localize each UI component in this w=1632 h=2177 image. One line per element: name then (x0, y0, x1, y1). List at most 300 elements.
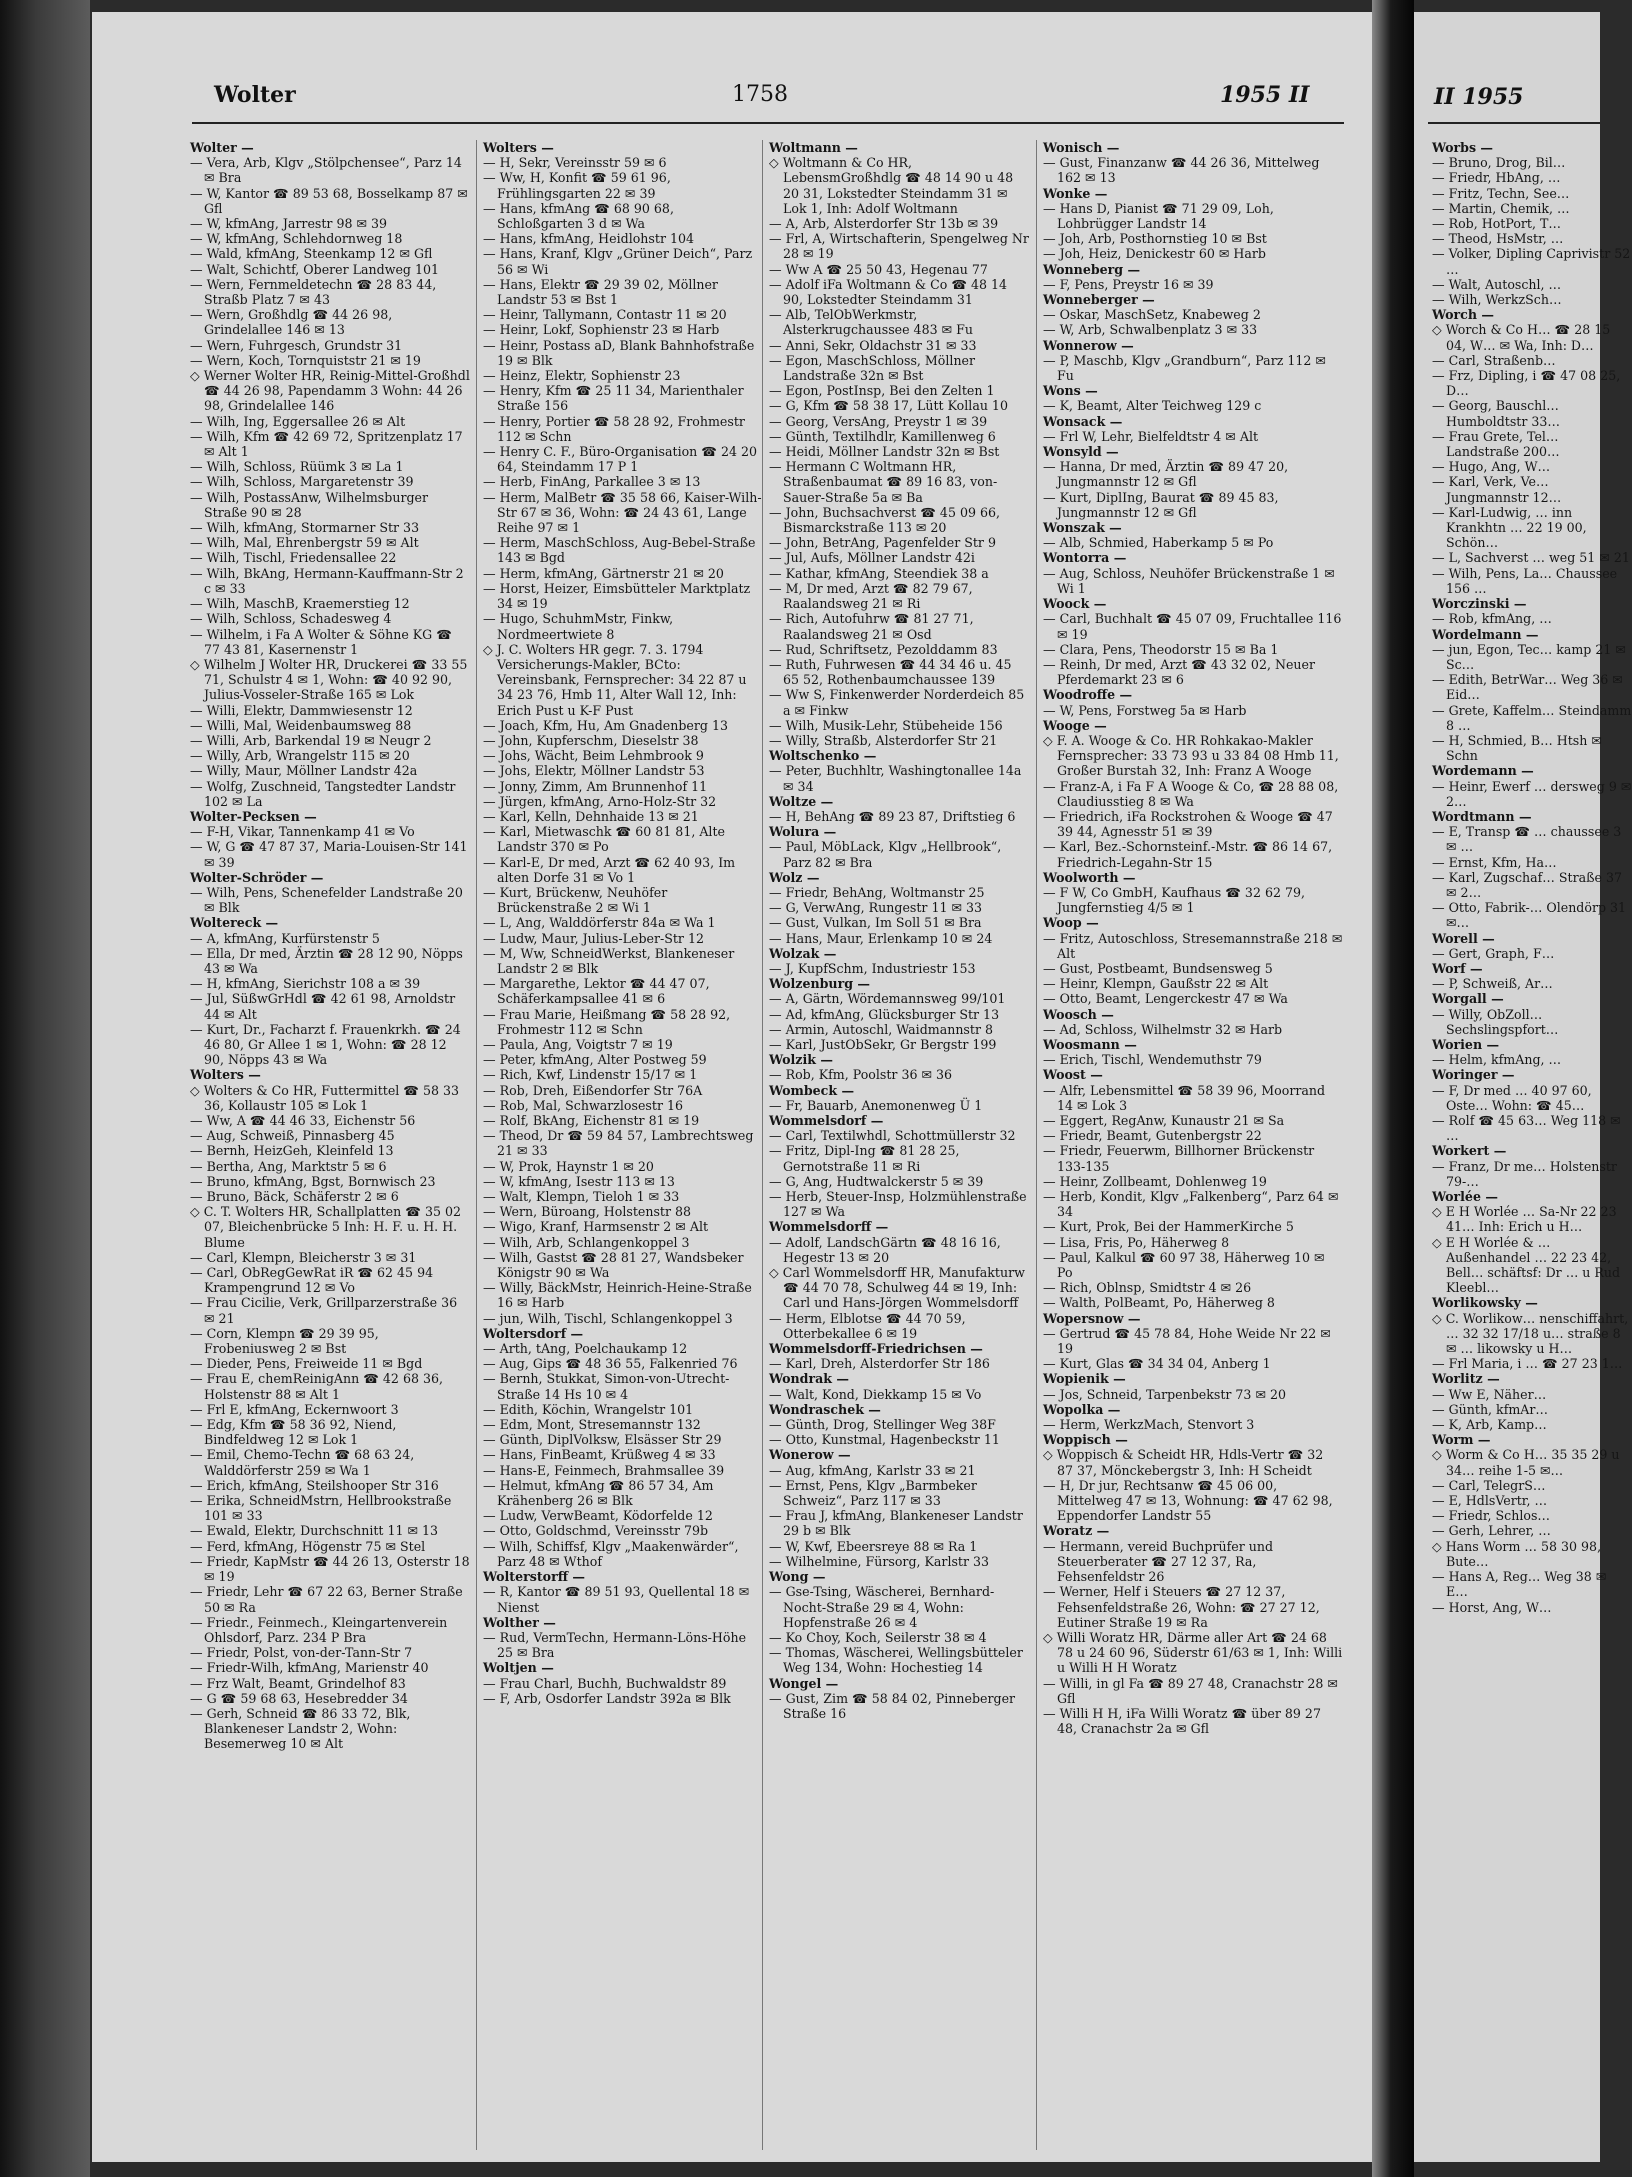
directory-entry: — Frz, Dipling, i ☎ 47 08 25, D… (1432, 368, 1621, 399)
directory-entry: — Edith, Köchin, Wrangelstr 101 (483, 1401, 694, 1417)
directory-entry: — Edm, Mont, Stresemannstr 132 (483, 1417, 701, 1433)
directory-entry: — Herm, MalBetr ☎ 35 58 66, Kaiser-Wilh-Str 67 ✉ 36, Wohn: ☎ 24 43 61, Lange Reihe 97 ✉ 1 (483, 489, 762, 536)
directory-entry: — Wilh, Ing, Eggersallee 26 ✉ Alt (190, 413, 406, 429)
directory-entry: — Günth, DiplVolksw, Elsässer Str 29 (483, 1432, 722, 1448)
directory-entry: ◇ F. A. Wooge & Co. HR Rohkakao-Makler Fernsprecher: 33 73 93 u 33 84 08 Hmb 11, Großer Burstah 32, Inh: Franz A Wooge (1043, 732, 1339, 779)
directory-entry: — Karl, Verk, Ve… Jungmannstr 12… (1432, 474, 1562, 505)
surname-heading: Wolz — (769, 869, 820, 885)
directory-entry: — Kurt, Brückenw, Neuhöfer Brückenstraße 2 ✉ Wi 1 (483, 884, 668, 916)
directory-entry: — Friedr, KapMstr ☎ 44 26 13, Osterstr 18 ✉ 19 (190, 1553, 470, 1585)
right-page (1414, 12, 1632, 2162)
surname-heading: Wong — (769, 1569, 826, 1585)
directory-entry: — Johs, Wächt, Beim Lehmbrook 9 (483, 748, 704, 764)
directory-entry: — Heinr, Lokf, Sophienstr 23 ✉ Harb (483, 322, 720, 338)
directory-entry: — Günth, kfmAr… (1432, 1401, 1549, 1417)
directory-entry: — Aug, Schloss, Neuhöfer Brückenstraße 1 ✉ Wi 1 (1043, 565, 1335, 596)
surname-heading: Wonke — (1043, 185, 1108, 201)
directory-entry: — Hugo, Ang, W… (1432, 459, 1551, 475)
surname-heading: Wongel — (769, 1675, 839, 1691)
directory-entry: — Carl, TelegrS… (1432, 1477, 1546, 1493)
directory-entry: — Anni, Sekr, Oldachstr 31 ✉ 33 (769, 337, 977, 353)
directory-entry: — Joh, Arb, Posthornstieg 10 ✉ Bst (1043, 231, 1267, 247)
surname-heading: Wonisch — (1043, 140, 1120, 155)
directory-entry: — W, kfmAng, Schlehdornweg 18 (190, 231, 403, 247)
directory-entry: ◇ E H Worlée … Sa-Nr 22 23 41… Inh: Erich u H… (1432, 1204, 1617, 1235)
surname-heading: Woratz — (1043, 1523, 1110, 1539)
directory-entry: — Ludw, Maur, Julius-Leber-Str 12 (483, 930, 704, 946)
directory-entry: — Frl E, kfmAng, Eckernwoort 3 (190, 1401, 399, 1417)
directory-entry: — Alb, TelObWerkmstr, Alsterkrugchaussee 483 ✉ Fu (769, 307, 974, 338)
directory-entry: — Friedrich, iFa Rockstrohen & Wooge ☎ 47 39 44, Agnesstr 51 ✉ 39 (1043, 808, 1333, 840)
directory-entry: — Grete, Kaffelm… Steindamm 8 … (1432, 702, 1632, 733)
directory-entry: — L, Sachverst … weg 51 ✉ 21 (1432, 550, 1630, 566)
directory-entry: — W, kfmAng, Jarrestr 98 ✉ 39 (190, 216, 388, 232)
directory-entry: — A, kfmAng, Kurfürstenstr 5 (190, 930, 380, 946)
directory-entry: — Peter, kfmAng, Alter Postweg 59 (483, 1052, 707, 1068)
surname-heading: Woltereck — (190, 915, 279, 931)
directory-entry: — Corn, Klempn ☎ 29 39 95, Frobeniusweg 2 ✉ Bst (190, 1325, 379, 1357)
directory-entry: — jun, Wilh, Tischl, Schlangenkoppel 3 (483, 1310, 733, 1326)
surname-heading: Wonnerow — (1043, 337, 1134, 353)
directory-entry: — Theod, HsMstr, … (1432, 231, 1564, 247)
directory-entry: — Thomas, Wäscherei, Wellingsbütteler Weg 134, Wohn: Hochestieg 14 (769, 1645, 1023, 1676)
directory-entry: ◇ Hans Worm … 58 30 98, Bute… (1432, 1538, 1602, 1569)
directory-entry: — Willy, BäckMstr, Heinrich-Heine-Straße 16 ✉ Harb (483, 1280, 752, 1311)
directory-entry: — Rob, Mal, Schwarzlosestr 16 (483, 1097, 683, 1113)
surname-heading: Woosmann — (1043, 1036, 1137, 1052)
directory-entry: — Paul, MöbLack, Klgv „Hellbrook“, Parz 82 ✉ Bra (769, 839, 1002, 870)
directory-entry: — Frau Charl, Buchh, Buchwaldstr 89 (483, 1675, 727, 1691)
surname-heading: Woringer — (1432, 1067, 1515, 1083)
directory-entry: — Heinr, Postass aD, Blank Bahnhofstraße 19 ✉ Blk (483, 337, 755, 368)
directory-entry: — Lisa, Fris, Po, Häherweg 8 (1043, 1234, 1230, 1250)
directory-entry: — Joh, Heiz, Denickestr 60 ✉ Harb (1043, 246, 1266, 262)
directory-entry: — Ernst, Kfm, Ha… (1432, 854, 1557, 870)
surname-heading: Wonszak — (1043, 520, 1122, 536)
surname-heading: Woock — (1043, 596, 1107, 612)
directory-entry: — Gust, Vulkan, Im Soll 51 ✉ Bra (769, 915, 982, 931)
directory-entry: — Karl, JustObSekr, Gr Bergstr 199 (769, 1036, 997, 1052)
directory-entry: ◇ Willi Woratz HR, Därme aller Art ☎ 24 68 78 u 24 60 96, Süderstr 61/63 ✉ 1, Inh: Willi u Willi H H Woratz (1043, 1629, 1343, 1676)
directory-entry: — Ww S, Finkenwerder Norderdeich 85 a ✉ Finkw (769, 687, 1025, 718)
directory-entry: — Helm, kfmAng, … (1432, 1052, 1562, 1068)
directory-entry: — Otto, Beamt, Lengerckestr 47 ✉ Wa (1043, 991, 1288, 1007)
directory-entry: — Hans, Maur, Erlenkamp 10 ✉ 24 (769, 930, 993, 946)
directory-entry: — Herm, kfmAng, Gärtnerstr 21 ✉ 20 (483, 565, 724, 581)
directory-entry: — Bertha, Ang, Marktstr 5 ✉ 6 (190, 1158, 387, 1174)
surname-heading: Wolter — (190, 140, 254, 155)
directory-entry: — Gse-Tsing, Wäscherei, Bernhard-Nocht-Straße 29 ✉ 4, Wohn: Hopfenstraße 26 ✉ 4 (769, 1584, 995, 1630)
directory-entry: — Aug, Gips ☎ 48 36 55, Falkenried 76 (483, 1356, 738, 1372)
directory-entry: — Ww, A ☎ 44 46 33, Eichenstr 56 (190, 1113, 416, 1128)
directory-entry: — Hans A, Reg… Weg 38 ✉ E… (1432, 1569, 1607, 1600)
directory-entry: — Rob, Kfm, Poolstr 36 ✉ 36 (769, 1067, 953, 1083)
directory-entry: — Reinh, Dr med, Arzt ☎ 43 32 02, Neuer Pferdemarkt 23 ✉ 6 (1043, 656, 1316, 688)
directory-entry: — Rich, Autofuhrw ☎ 81 27 71, Raalandsweg 21 ✉ Osd (769, 611, 974, 642)
directory-entry: — Frau Marie, Heißmang ☎ 58 28 92, Frohmestr 112 ✉ Schn (483, 1006, 731, 1037)
directory-entry: — H, Dr jur, Rechtsanw ☎ 45 06 00, Mittelweg 47 ✉ 13, Wohnung: ☎ 47 62 98, Eppendorfer Landstr 55 (1043, 1477, 1333, 1524)
directory-entry: — Kurt, Dr., Facharzt f. Frauenkrkh. ☎ 24 46 80, Gr Allee 1 ✉ 1, Wohn: ☎ 28 12 90, Nöpps 43 ✉ Wa (190, 1021, 461, 1068)
directory-entry: — Wilh, Schloss, Margaretenstr 39 (190, 474, 414, 490)
directory-entry: — Ernst, Pens, Klgv „Barmbeker Schweiz“, Parz 117 ✉ 33 (769, 1477, 977, 1509)
directory-entry: — Paul, Kalkul ☎ 60 97 38, Häherweg 10 ✉ Po (1043, 1249, 1325, 1281)
directory-entry: — Wilh, BkAng, Hermann-Kauffmann-Str 2 c ✉ 33 (190, 565, 464, 596)
directory-entry: — Eggert, RegAnw, Kunaustr 21 ✉ Sa (1043, 1113, 1285, 1128)
directory-entry: — Hans, Kranf, Klgv „Grüner Deich“, Parz 56 ✉ Wi (483, 246, 753, 277)
directory-entry: — H, Sekr, Vereinsstr 59 ✉ 6 (483, 155, 667, 171)
directory-entry: — Bernh, HeizGeh, Kleinfeld 13 (190, 1143, 394, 1159)
surname-heading: Workert — (1432, 1143, 1507, 1159)
directory-entry: — Hans, FinBeamt, Krüßweg 4 ✉ 33 (483, 1447, 716, 1463)
directory-entry: — Ewald, Elektr, Durchschnitt 11 ✉ 13 (190, 1523, 439, 1539)
surname-heading: Woodroffe — (1043, 687, 1133, 703)
directory-entry: — Wilh, Schloss, Rüümk 3 ✉ La 1 (190, 459, 404, 475)
directory-entry: — W, Kwf, Ebeersreye 88 ✉ Ra 1 (769, 1538, 978, 1554)
surname-heading: Wons — (1043, 383, 1098, 399)
surname-heading: Wonneberg — (1043, 261, 1141, 277)
directory-entry: — Joach, Kfm, Hu, Am Gnadenberg 13 (483, 717, 728, 733)
directory-entry: — Rolf, BkAng, Eichenstr 81 ✉ 19 (483, 1113, 700, 1128)
directory-entry: — L, Ang, Walddörferstr 84a ✉ Wa 1 (483, 915, 716, 931)
directory-entry: — Bruno, Bäck, Schäferstr 2 ✉ 6 (190, 1189, 399, 1205)
directory-entry: — Egon, MaschSchloss, Möllner Landstraße 32n ✉ Bst (769, 352, 976, 384)
surname-heading: Worlitz — (1432, 1371, 1500, 1387)
directory-entry: — Heidi, Möllner Landstr 32n ✉ Bst (769, 444, 1000, 460)
directory-entry: — G, VerwAng, Rungestr 11 ✉ 33 (769, 900, 983, 916)
directory-entry: — Karl, Dreh, Alsterdorfer Str 186 (769, 1356, 990, 1372)
directory-entry: — Wern, Fernmeldetechn ☎ 28 83 44, Straßb Platz 7 ✉ 43 (190, 276, 437, 308)
directory-column-3 (762, 140, 1029, 2150)
directory-entry: — Rob, kfmAng, … (1432, 611, 1552, 627)
directory-entry: — A, Arb, Alsterdorfer Str 13b ✉ 39 (769, 216, 999, 232)
surname-heading: Worm — (1432, 1432, 1491, 1448)
directory-entry: — W, Prok, Haynstr 1 ✉ 20 (483, 1158, 654, 1174)
directory-entry: — Wilhelm, i Fa A Wolter & Söhne KG ☎ 77 43 81, Kasernenstr 1 (190, 626, 452, 657)
surname-heading: Wordelmann — (1432, 626, 1539, 642)
surname-heading: Worell — (1432, 930, 1495, 946)
directory-entry: — Herm, Elblotse ☎ 44 70 59, Otterbekallee 6 ✉ 19 (769, 1310, 966, 1341)
directory-entry: — Wern, Fuhrgesch, Grundstr 31 (190, 337, 403, 353)
directory-entry: — W, Arb, Schwalbenplatz 3 ✉ 33 (1043, 322, 1258, 338)
book-spine (0, 0, 90, 2177)
directory-entry: — Arth, tAng, Poelchaukamp 12 (483, 1341, 688, 1357)
directory-entry: — jun, Egon, Tec… kamp 21 ✉ Sc… (1432, 641, 1626, 672)
directory-entry: ◇ Wolters & Co HR, Futtermittel ☎ 58 33 36, Kollaustr 105 ✉ Lok 1 (190, 1082, 460, 1113)
directory-entry: — H, kfmAng, Sierichstr 108 a ✉ 39 (190, 976, 421, 992)
directory-entry: — Hans-E, Feinmech, Brahmsallee 39 (483, 1462, 725, 1478)
directory-entry: — Friedr-Wilh, kfmAng, Marienstr 40 (190, 1660, 429, 1676)
directory-entry: — Wald, kfmAng, Steenkamp 12 ✉ Gfl (190, 246, 433, 262)
directory-entry: — Willi, Mal, Weidenbaumsweg 88 (190, 717, 412, 733)
directory-entry: — Horst, Heizer, Eimsbütteler Marktplatz 34 ✉ 19 (483, 580, 751, 612)
directory-entry: — Martin, Chemik, … (1432, 200, 1570, 216)
directory-entry: — K, Arb, Kamp… (1432, 1417, 1547, 1433)
directory-entry: — F W, Co GmbH, Kaufhaus ☎ 32 62 79, Jungfernstieg 4/5 ✉ 1 (1043, 884, 1306, 916)
surname-heading: Wordtmann — (1432, 808, 1532, 824)
directory-column-1 (190, 140, 470, 2150)
surname-heading: Wolter-Schröder — (190, 869, 324, 885)
surname-heading: Worf — (1432, 960, 1483, 976)
directory-entry: — Kurt, Glas ☎ 34 34 04, Anberg 1 (1043, 1356, 1271, 1372)
surname-heading: Wopienik — (1043, 1371, 1126, 1387)
directory-entry: — W, Kantor ☎ 89 53 68, Bosselkamp 87 ✉ Gfl (190, 185, 468, 216)
directory-entry: — Wigo, Kranf, Harmsenstr 2 ✉ Alt (483, 1219, 709, 1235)
surname-heading: Worlée — (1432, 1189, 1498, 1205)
directory-entry: — Franz-A, i Fa F A Wooge & Co, ☎ 28 88 08, Claudiusstieg 8 ✉ Wa (1043, 778, 1339, 809)
directory-entry: — Henry C. F., Büro-Organisation ☎ 24 20 64, Steindamm 17 P 1 (483, 444, 758, 475)
directory-entry: — Fritz, Dipl-Ing ☎ 81 28 25, Gernotstraße 11 ✉ Ri (769, 1143, 960, 1174)
directory-entry: — Ella, Dr med, Ärztin ☎ 28 12 90, Nöpps 43 ✉ Wa (190, 945, 463, 976)
surname-heading: Wondraschek — (769, 1401, 881, 1417)
directory-entry: — Friedr., Feinmech., Kleingartenverein Ohlsdorf, Parz. 234 P Bra (190, 1614, 448, 1645)
surname-heading: Wolura — (769, 824, 837, 840)
directory-entry: — Willy, Maur, Möllner Landstr 42a (190, 763, 418, 779)
directory-entry: — Karl-E, Dr med, Arzt ☎ 62 40 93, Im alten Dorfe 31 ✉ Vo 1 (483, 854, 736, 885)
directory-column-2 (476, 140, 763, 2150)
surname-heading: Wonsack — (1043, 413, 1123, 429)
surname-heading: Woppisch — (1043, 1432, 1128, 1448)
directory-entry: — Jürgen, kfmAng, Arno-Holz-Str 32 (483, 793, 717, 809)
surname-heading: Wolter-Pecksen — (190, 808, 317, 824)
directory-entry: — Frl Maria, i … ☎ 27 23 1… (1432, 1356, 1623, 1372)
directory-entry: — Hermann, vereid Buchprüfer und Steuerberater ☎ 27 12 37, Ra, Fehsenfeldstr 26 (1043, 1538, 1274, 1585)
directory-entry: — G, Kfm ☎ 58 38 17, Lütt Kollau 10 (769, 398, 1008, 414)
directory-entry: — Carl, Buchhalt ☎ 45 07 09, Fruchtallee 116 ✉ 19 (1043, 611, 1342, 642)
directory-entry: — H, Schmied, B… Htsh ✉ Schn (1432, 732, 1602, 764)
directory-entry: — Margarethe, Lektor ☎ 44 47 07, Schäferkampsallee 41 ✉ 6 (483, 976, 710, 1007)
directory-entry: — Volker, Dipling Caprivistr 52 … (1432, 246, 1631, 277)
directory-entry: — Fr, Bauarb, Anemonenweg Ü 1 (769, 1097, 983, 1113)
directory-entry: — Gert, Graph, F… (1432, 945, 1555, 961)
directory-entry: — Horst, Ang, W… (1432, 1599, 1552, 1615)
directory-entry: — Jul, SüßwGrHdl ☎ 42 61 98, Arnoldstr 44 ✉ Alt (190, 991, 456, 1022)
directory-entry: — W, G ☎ 47 87 37, Maria-Louisen-Str 141 ✉ 39 (190, 839, 468, 870)
directory-entry: — Herm, MaschSchloss, Aug-Bebel-Straße 143 ✉ Bgd (483, 535, 756, 566)
directory-entry: — Carl, Textilwhdl, Schottmüllerstr 32 (769, 1128, 1016, 1144)
surname-heading: Wolzak — (769, 945, 837, 961)
directory-entry: — John, Buchsachverst ☎ 45 09 66, Bismarckstraße 113 ✉ 20 (769, 504, 1001, 536)
surname-heading: Wolterstorff — (483, 1569, 586, 1585)
surname-heading: Wondrak — (769, 1371, 849, 1387)
directory-entry: — Rich, Oblnsp, Smidtstr 4 ✉ 26 (1043, 1280, 1252, 1296)
directory-entry: — John, BetrAng, Pagenfelder Str 9 (769, 535, 996, 551)
book-gutter (1372, 0, 1414, 2177)
surname-heading: Woltjen — (483, 1660, 554, 1676)
directory-entry: — Wern, Koch, Tornquiststr 21 ✉ 19 (190, 352, 421, 368)
directory-entry: — Peter, Buchhltr, Washingtonallee 14a ✉ 34 (769, 763, 1022, 794)
directory-entry: — Gust, Postbeamt, Bundsensweg 5 (1043, 960, 1273, 976)
directory-entry: — Karl, Mietwaschk ☎ 60 81 81, Alte Landstr 370 ✉ Po (483, 824, 725, 855)
directory-entry: — Friedr, Beamt, Gutenbergstr 22 (1043, 1128, 1262, 1144)
directory-entry: — Ferd, kfmAng, Högenstr 75 ✉ Stel (190, 1538, 426, 1554)
directory-entry: — Frau Cicilie, Verk, Grillparzerstraße 36 ✉ 21 (190, 1295, 458, 1326)
directory-entry: — Alfr, Lebensmittel ☎ 58 39 96, Moorrand 14 ✉ Lok 3 (1043, 1082, 1326, 1113)
directory-entry: — Adolf iFa Woltmann & Co ☎ 48 14 90, Lokstedter Steindamm 31 (769, 276, 1008, 308)
directory-entry: — Frau E, chemReinigAnn ☎ 42 68 36, Holstenstr 88 ✉ Alt 1 (190, 1371, 443, 1402)
surname-heading: Wordemann — (1432, 763, 1534, 779)
directory-entry: — F, Arb, Osdorfer Landstr 392a ✉ Blk (483, 1690, 731, 1706)
directory-entry: — Fritz, Autoschloss, Stresemannstraße 218 ✉ Alt (1043, 930, 1343, 961)
directory-entry: — Wilh, Kfm ☎ 42 69 72, Spritzenplatz 17 ✉ Alt 1 (190, 428, 463, 460)
directory-entry: — Karl, Bez.-Schornsteinf.-Mstr. ☎ 86 14 67, Friedrich-Legahn-Str 15 (1043, 839, 1333, 870)
directory-entry: — Otto, Kunstmal, Hagenbeckstr 11 (769, 1432, 1000, 1448)
directory-entry: — Günth, Drog, Stellinger Weg 38F (769, 1417, 996, 1433)
directory-entry: — Frl W, Lehr, Bielfeldtstr 4 ✉ Alt (1043, 428, 1259, 444)
directory-entry: — Herb, FinAng, Parkallee 3 ✉ 13 (483, 474, 701, 490)
directory-entry: — Friedr, Feuerwm, Billhorner Brückenstr 133-135 (1043, 1143, 1315, 1174)
surname-heading: Wombeck — (769, 1082, 855, 1098)
directory-entry: ◇ Werner Wolter HR, Reinig-Mittel-Großhdl ☎ 44 26 98, Papendamm 3 Wohn: 44 26 98, Grindelallee 146 (190, 368, 470, 414)
directory-entry: ◇ C. T. Wolters HR, Schallplatten ☎ 35 02 07, Bleichenbrücke 5 Inh: H. F. u. H. H. Blume (190, 1204, 461, 1250)
directory-entry: — Wilh, Tischl, Friedensallee 22 (190, 550, 397, 566)
directory-entry: — Wilh, Pens, La… Chaussee 156 … (1432, 565, 1618, 596)
directory-entry: — Wolfg, Zuschneid, Tangstedter Landstr 102 ✉ La (190, 778, 456, 809)
directory-entry: — K, Beamt, Alter Teichweg 129 c (1043, 398, 1262, 414)
directory-entry: — Wilh, WerkzSch… (1432, 292, 1562, 308)
directory-entry: — A, Gärtn, Wördemannsweg 99/101 (769, 991, 1006, 1007)
surname-heading: Wolzenburg — (769, 976, 871, 992)
directory-entry: — E, Transp ☎ … chaussee 3 ✉ … (1432, 824, 1622, 855)
directory-entry: — Otto, Goldschmd, Vereinsstr 79b (483, 1523, 709, 1539)
directory-entry: — Gerh, Lehrer, … (1432, 1523, 1551, 1539)
directory-entry: — G, Ang, Hudtwalckerstr 5 ✉ 39 (769, 1173, 984, 1189)
directory-entry: — Ad, Schloss, Wilhelmstr 32 ✉ Harb (1043, 1021, 1283, 1037)
directory-entry: — Wern, Großhdlg ☎ 44 26 98, Grindelallee 146 ✉ 13 (190, 307, 393, 338)
directory-entry: — Friedr, Lehr ☎ 67 22 63, Berner Straße 50 ✉ Ra (190, 1584, 463, 1615)
directory-entry: — Friedr, HbAng, … (1432, 170, 1561, 186)
directory-entry: — Walt, Autoschl, … (1432, 276, 1562, 292)
directory-entry: — Armin, Autoschl, Waidmannstr 8 (769, 1021, 993, 1037)
directory-entry: — Rob, HotPort, T… (1432, 216, 1561, 232)
directory-entry: — Helmut, kfmAng ☎ 86 57 34, Am Krähenberg 26 ✉ Blk (483, 1477, 714, 1509)
surname-heading: Wonerow — (769, 1447, 851, 1463)
directory-entry: — Jonny, Zimm, Am Brunnenhof 11 (483, 778, 708, 794)
directory-entry: — Wilh, Musik-Lehr, Stübeheide 156 (769, 717, 1003, 733)
surname-heading: Wolzik — (769, 1052, 833, 1068)
directory-entry: — Walt, Schichtf, Oberer Landweg 101 (190, 261, 440, 277)
right-running-head: II 1955 (1434, 84, 1524, 110)
directory-entry: — Frz Walt, Beamt, Grindelhof 83 (190, 1675, 406, 1691)
directory-column-4 (1036, 140, 1343, 2150)
directory-entry: — Herb, Steuer-Insp, Holzmühlenstraße 127 ✉ Wa (769, 1189, 1027, 1220)
surname-heading: Wolters — (483, 140, 554, 155)
surname-heading: Wommelsdorff-Friedrichsen — (769, 1341, 983, 1357)
directory-entry: — Egon, PostInsp, Bei den Zelten 1 (769, 383, 995, 399)
directory-entry: — Erika, SchneidMstrn, Hellbrookstraße 101 ✉ 33 (190, 1493, 452, 1524)
directory-entry: — Wilh, Schiffsf, Klgv „Maakenwärder“, Parz 48 ✉ Wthof (483, 1538, 739, 1569)
directory-entry: — Bernh, Stukkat, Simon-von-Utrecht-Straße 14 Hs 10 ✉ 4 (483, 1371, 730, 1402)
directory-entry: — Ruth, Fuhrwesen ☎ 44 34 46 u. 45 65 52, Rothenbaumchaussee 139 (769, 656, 1012, 688)
surname-heading: Wopolka — (1043, 1401, 1121, 1417)
directory-entry: ◇ Carl Wommelsdorff HR, Manufakturw ☎ 44 70 78, Schulweg 44 ✉ 19, Inh: Carl und Hans-Jörgen Wommelsdorff (769, 1265, 1025, 1311)
directory-entry: ◇ J. C. Wolters HR gegr. 7. 3. 1794 Versicherungs-Makler, BCto: Vereinsbank, Fernsprecher: 34 22 87 u 34 23 76, Hmb 11, Alter Wall 12, Inh: Erich Pust u K-F Pust (483, 641, 747, 718)
directory-entry: — Alb, Schmied, Haberkamp 5 ✉ Po (1043, 535, 1274, 551)
directory-entry: — Dieder, Pens, Freiweide 11 ✉ Bgd (190, 1356, 423, 1372)
directory-entry: — Edg, Kfm ☎ 58 36 92, Niend, Bindfeldweg 12 ✉ Lok 1 (190, 1417, 397, 1448)
directory-entry: — Willy, ObZoll… Sechslingspfort… (1432, 1006, 1559, 1037)
directory-entry: — Wilh, Arb, Schlangenkoppel 3 (483, 1234, 690, 1250)
directory-entry: ◇ Wilhelm J Wolter HR, Druckerei ☎ 33 55 71, Schulstr 4 ✉ 1, Wohn: ☎ 40 92 90, Julius-Vosseler-Straße 165 ✉ Lok (190, 656, 468, 703)
directory-entry: — Heinr, Zollbeamt, Dohlenweg 19 (1043, 1173, 1267, 1189)
directory-entry: — W, kfmAng, Isestr 113 ✉ 13 (483, 1173, 675, 1189)
directory-entry: — Frl, A, Wirtschafterin, Spengelweg Nr 28 ✉ 19 (769, 231, 1029, 262)
directory-entry: — Walt, Klempn, Tieloh 1 ✉ 33 (483, 1189, 680, 1205)
directory-entry: — Hans D, Pianist ☎ 71 29 09, Loh, Lohbrügger Landstr 14 (1043, 200, 1274, 232)
directory-entry: — F, Dr med … 40 97 60, Oste… Wohn: ☎ 45… (1432, 1082, 1592, 1113)
directory-entry: — J, KupfSchm, Industriestr 153 (769, 960, 976, 976)
directory-entry: — Otto, Fabrik-… Olendörp 31 ✉… (1432, 900, 1627, 931)
directory-entry: — Wilh, Pens, Schenefelder Landstraße 20 ✉ Blk (190, 884, 463, 916)
directory-entry: — Wilh, kfmAng, Stormarner Str 33 (190, 520, 420, 536)
running-head-name: Wolter (214, 82, 296, 108)
directory-entry: — Erich, kfmAng, Steilshooper Str 316 (190, 1477, 439, 1493)
directory-entry: — Wilh, PostassAnw, Wilhelmsburger Straße 90 ✉ 28 (190, 489, 428, 520)
surname-heading: Worlikowsky — (1432, 1295, 1538, 1311)
directory-entry: — Rolf ☎ 45 63… Weg 118 ✉ … (1432, 1113, 1621, 1144)
directory-entry: — P, Schweiß, Ar… (1432, 976, 1553, 992)
surname-heading: Woolworth — (1043, 869, 1136, 885)
directory-entry: — Willi H H, iFa Willi Woratz ☎ über 89 27 48, Cranachstr 2a ✉ Gfl (1043, 1705, 1321, 1737)
directory-entry: — Vera, Arb, Klgv „Stölpchensee“, Parz 14 ✉ Bra (190, 155, 462, 186)
directory-entry: ◇ E H Worlée & … Außenhandel … 22 23 42, Bell… schäftsf: Dr … u Rud Kleebl… (1432, 1234, 1621, 1296)
surname-heading: Worczinski — (1432, 596, 1527, 612)
directory-entry: — Carl, Straßenb… (1432, 352, 1556, 368)
directory-entry: — Henry, Kfm ☎ 25 11 34, Marienthaler Straße 156 (483, 383, 744, 414)
directory-entry: — Jos, Schneid, Tarpenbekstr 73 ✉ 20 (1043, 1386, 1287, 1402)
directory-entry: — Friedr, Schlos… (1432, 1508, 1550, 1524)
directory-entry: — Hermann C Woltmann HR, Straßenbaumat ☎ 89 16 83, von-Sauer-Straße 5a ✉ Ba (769, 459, 998, 505)
directory-entry: — Gerh, Schneid ☎ 86 33 72, Blk, Blankeneser Landstr 2, Wohn: Besemerweg 10 ✉ Alt (190, 1705, 411, 1752)
directory-entry: — Oskar, MaschSetz, Knabeweg 2 (1043, 307, 1261, 323)
page-number: 1758 (732, 82, 788, 107)
directory-entry: — Heinz, Elektr, Sophienstr 23 (483, 368, 681, 384)
directory-entry: — Paula, Ang, Voigtstr 7 ✉ 19 (483, 1036, 673, 1052)
directory-entry: — Fritz, Techn, See… (1432, 185, 1570, 201)
directory-entry: — Clara, Pens, Theodorstr 15 ✉ Ba 1 (1043, 641, 1279, 657)
surname-heading: Wontorra — (1043, 550, 1127, 566)
directory-entry: ◇ Woppisch & Scheidt HR, Hdls-Vertr ☎ 32 87 37, Mönckebergstr 3, Inh: H Scheidt (1043, 1447, 1324, 1478)
directory-entry: — F-H, Vikar, Tannenkamp 41 ✉ Vo (190, 824, 415, 840)
directory-entry: ◇ C. Worlikow… nenschiffahrt, … 32 32 17/18 u… straße 8 ✉ … likowsky u H… (1432, 1310, 1629, 1357)
surname-heading: Woltersdorf — (483, 1325, 584, 1341)
directory-entry: — Willi, Elektr, Dammwiesenstr 12 (190, 702, 413, 718)
directory-entry: — Adolf, LandschGärtn ☎ 48 16 16, Hegestr 13 ✉ 20 (769, 1234, 1001, 1265)
directory-entry: — Rich, Kwf, Lindenstr 15/17 ✉ 1 (483, 1067, 698, 1083)
directory-entry: — Ww, H, Konfit ☎ 59 61 96, Frühlingsgarten 22 ✉ 39 (483, 170, 671, 201)
directory-entry: — Rud, Schriftsetz, Pezolddamm 83 (769, 641, 998, 657)
directory-entry: — Emil, Chemo-Techn ☎ 68 63 24, Walddörferstr 259 ✉ Wa 1 (190, 1447, 415, 1478)
directory-entry: — H, BehAng ☎ 89 23 87, Driftstieg 6 (769, 808, 1016, 824)
surname-heading: Wolters — (190, 1067, 261, 1083)
directory-entry: — Karl, Zugschaf… Straße 37 ✉ 2… (1432, 869, 1622, 900)
directory-entry: — Herm, WerkzMach, Stenvort 3 (1043, 1417, 1255, 1433)
directory-entry: — Hans, kfmAng ☎ 68 90 68, Schloßgarten 3 d ✉ Wa (483, 200, 674, 232)
directory-entry: — Heinr, Klempn, Gaußstr 22 ✉ Alt (1043, 976, 1269, 992)
directory-entry: — F, Pens, Preystr 16 ✉ 39 (1043, 276, 1214, 292)
directory-entry: — G ☎ 59 68 63, Hesebredder 34 (190, 1690, 408, 1706)
directory-entry: — Aug, Schweiß, Pinnasberg 45 (190, 1128, 395, 1144)
directory-entry: — Friedr, Polst, von-der-Tann-Str 7 (190, 1645, 413, 1661)
directory-entry: — Herb, Kondit, Klgv „Falkenberg“, Parz 64 ✉ 34 (1043, 1189, 1339, 1220)
directory-entry: — Ww E, Näher… (1432, 1386, 1547, 1402)
directory-entry: — Willy, Straßb, Alsterdorfer Str 21 (769, 732, 998, 748)
surname-heading: Woop — (1043, 915, 1099, 931)
directory-entry: — Gust, Zim ☎ 58 84 02, Pinneberger Straße 16 (769, 1690, 1016, 1721)
directory-entry: — Edith, BetrWar… Weg 36 ✉ Eid… (1432, 672, 1623, 703)
directory-entry: — R, Kantor ☎ 89 51 93, Quellental 18 ✉ Nienst (483, 1584, 750, 1615)
right-header-rule (1428, 122, 1600, 124)
right-directory-column (1432, 140, 1632, 2150)
